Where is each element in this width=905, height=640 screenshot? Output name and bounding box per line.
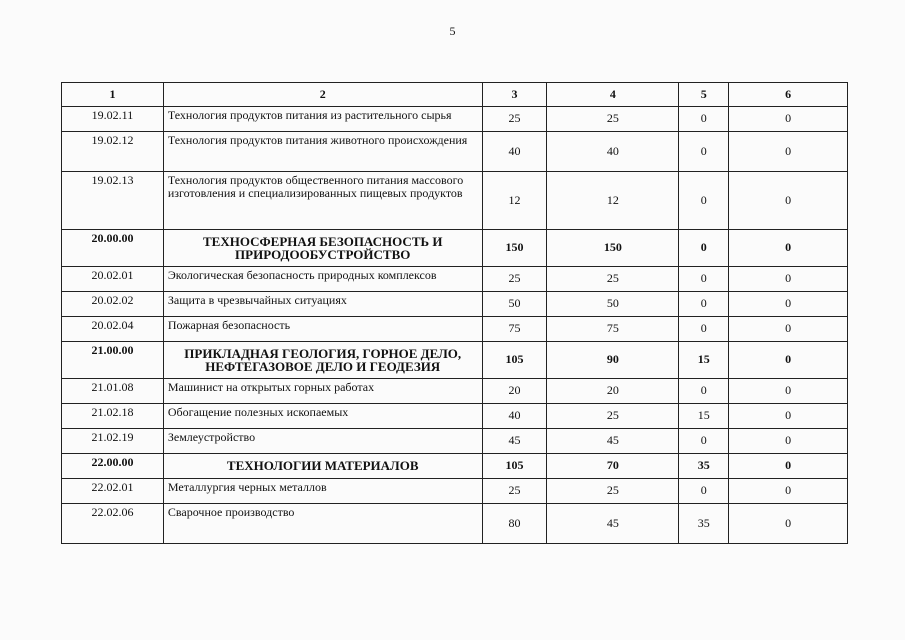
value-cell-4: 75 [547, 317, 679, 342]
specialty-code-cell: 19.02.11 [62, 107, 164, 132]
group-row [62, 454, 848, 479]
specialty-code-cell: 21.02.18 [62, 404, 164, 429]
value-cell-6: 0 [729, 504, 848, 544]
value-cell-3: 105 [482, 342, 547, 379]
column-header: 1 [62, 83, 164, 107]
value-cell-5: 0 [679, 172, 729, 230]
specialty-code-cell: 20.02.02 [62, 292, 164, 317]
value-cell-4: 70 [547, 454, 679, 479]
value-cell-5: 0 [679, 479, 729, 504]
specialty-name-cell: Машинист на открытых горных работах [163, 379, 482, 404]
value-cell-6: 0 [729, 379, 848, 404]
value-cell-6: 0 [729, 132, 848, 172]
value-cell-5: 35 [679, 454, 729, 479]
specialty-name-cell: Металлургия черных металлов [163, 479, 482, 504]
value-cell-6: 0 [729, 230, 848, 267]
specialty-code-cell: 20.02.04 [62, 317, 164, 342]
value-cell-5: 35 [679, 504, 729, 544]
table-row [62, 479, 848, 504]
value-cell-3: 25 [482, 107, 547, 132]
specialty-code-cell: 22.00.00 [62, 454, 164, 479]
specialty-code-cell: 19.02.13 [62, 172, 164, 230]
page-number: 5 [449, 24, 456, 38]
value-cell-6: 0 [729, 267, 848, 292]
value-cell-6: 0 [729, 292, 848, 317]
group-row [62, 230, 848, 267]
value-cell-5: 0 [679, 429, 729, 454]
value-cell-6: 0 [729, 454, 848, 479]
value-cell-4: 50 [547, 292, 679, 317]
table-row [62, 292, 848, 317]
specialty-name-cell: Сварочное производство [163, 504, 482, 544]
value-cell-6: 0 [729, 404, 848, 429]
value-cell-3: 50 [482, 292, 547, 317]
value-cell-3: 80 [482, 504, 547, 544]
value-cell-3: 40 [482, 404, 547, 429]
value-cell-3: 45 [482, 429, 547, 454]
specialty-code-cell: 22.02.01 [62, 479, 164, 504]
specialty-name-cell: Защита в чрезвычайных ситуациях [163, 292, 482, 317]
value-cell-4: 45 [547, 504, 679, 544]
specialty-name-cell: Землеустройство [163, 429, 482, 454]
value-cell-5: 15 [679, 404, 729, 429]
value-cell-4: 40 [547, 132, 679, 172]
value-cell-5: 0 [679, 230, 729, 267]
specialty-code-cell: 22.02.06 [62, 504, 164, 544]
specialty-code-cell: 21.02.19 [62, 429, 164, 454]
value-cell-6: 0 [729, 429, 848, 454]
table-row [62, 404, 848, 429]
value-cell-4: 45 [547, 429, 679, 454]
value-cell-4: 150 [547, 230, 679, 267]
table-row [62, 379, 848, 404]
value-cell-4: 25 [547, 267, 679, 292]
value-cell-3: 25 [482, 267, 547, 292]
value-cell-3: 75 [482, 317, 547, 342]
column-header: 2 [163, 83, 482, 107]
column-header: 5 [679, 83, 729, 107]
value-cell-3: 25 [482, 479, 547, 504]
value-cell-3: 12 [482, 172, 547, 230]
value-cell-3: 40 [482, 132, 547, 172]
value-cell-5: 0 [679, 292, 729, 317]
specialty-name-cell: ТЕХНОСФЕРНАЯ БЕЗОПАСНОСТЬ И ПРИРОДООБУСТРОЙСТВО [163, 230, 482, 267]
value-cell-5: 0 [679, 379, 729, 404]
value-cell-3: 20 [482, 379, 547, 404]
specialty-code-cell: 21.01.08 [62, 379, 164, 404]
specialty-name-cell: Пожарная безопасность [163, 317, 482, 342]
table-row [62, 132, 848, 172]
column-header: 3 [482, 83, 547, 107]
specialty-name-cell: Обогащение полезных ископаемых [163, 404, 482, 429]
value-cell-4: 90 [547, 342, 679, 379]
column-header: 4 [547, 83, 679, 107]
specialty-code-cell: 21.00.00 [62, 342, 164, 379]
table-header-row [62, 83, 848, 107]
value-cell-4: 25 [547, 404, 679, 429]
value-cell-6: 0 [729, 342, 848, 379]
value-cell-6: 0 [729, 317, 848, 342]
group-row [62, 342, 848, 379]
value-cell-4: 12 [547, 172, 679, 230]
value-cell-6: 0 [729, 479, 848, 504]
specialty-name-cell: ПРИКЛАДНАЯ ГЕОЛОГИЯ, ГОРНОЕ ДЕЛО, НЕФТЕГАЗОВОЕ ДЕЛО И ГЕОДЕЗИЯ [163, 342, 482, 379]
value-cell-5: 0 [679, 267, 729, 292]
table-row [62, 429, 848, 454]
value-cell-5: 15 [679, 342, 729, 379]
table-row [62, 317, 848, 342]
value-cell-6: 0 [729, 172, 848, 230]
specialty-code-cell: 19.02.12 [62, 132, 164, 172]
value-cell-4: 25 [547, 107, 679, 132]
specialty-code-cell: 20.02.01 [62, 267, 164, 292]
value-cell-5: 0 [679, 107, 729, 132]
value-cell-5: 0 [679, 317, 729, 342]
table-row [62, 107, 848, 132]
specialty-name-cell: Технология продуктов питания из растительного сырья [163, 107, 482, 132]
specialty-name-cell: ТЕХНОЛОГИИ МАТЕРИАЛОВ [163, 454, 482, 479]
table-row [62, 267, 848, 292]
value-cell-4: 25 [547, 479, 679, 504]
value-cell-6: 0 [729, 107, 848, 132]
value-cell-3: 150 [482, 230, 547, 267]
specialty-name-cell: Технология продуктов питания животного происхождения [163, 132, 482, 172]
specialty-name-cell: Технология продуктов общественного питания массового изготовления и специализированных пищевых продуктов [163, 172, 482, 230]
value-cell-3: 105 [482, 454, 547, 479]
table-row [62, 172, 848, 230]
specialty-code-cell: 20.00.00 [62, 230, 164, 267]
value-cell-5: 0 [679, 132, 729, 172]
quota-table [61, 82, 848, 544]
column-header: 6 [729, 83, 848, 107]
table-body [62, 107, 848, 544]
value-cell-4: 20 [547, 379, 679, 404]
table-row [62, 504, 848, 544]
specialty-name-cell: Экологическая безопасность природных комплексов [163, 267, 482, 292]
